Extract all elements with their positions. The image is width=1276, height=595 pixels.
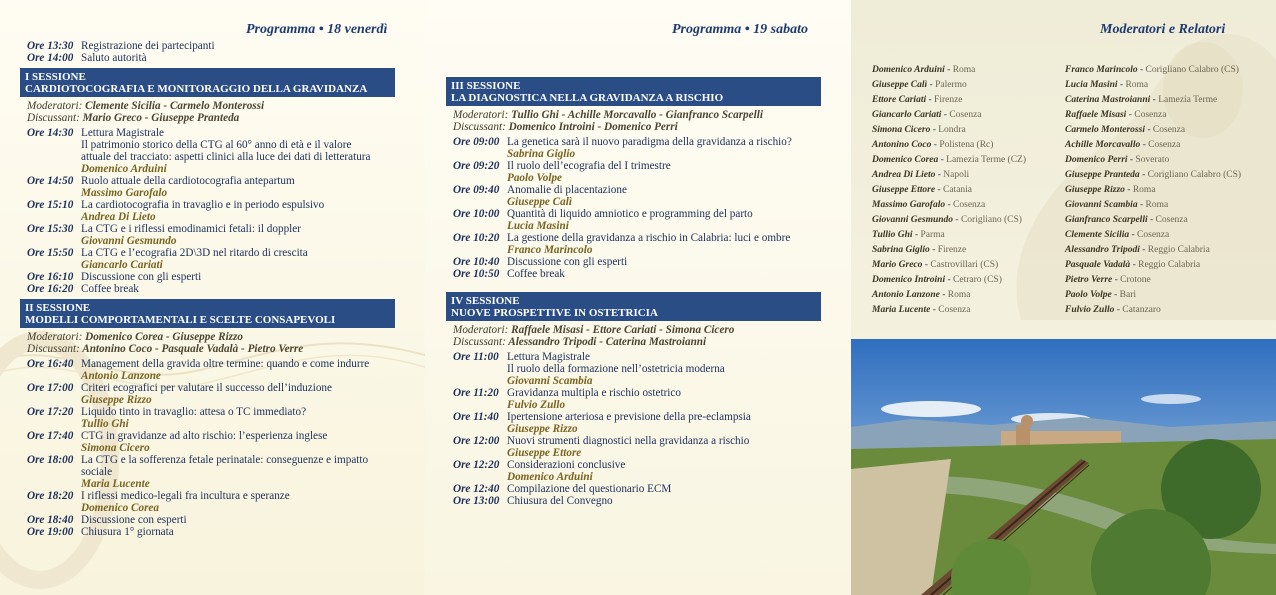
speaker-city: Cetraro (CS) <box>953 275 1002 285</box>
speaker-name: Giuseppe Ettore <box>872 185 936 195</box>
item-time: Ore 11:20 <box>453 387 499 399</box>
item-time: Ore 18:40 <box>27 514 74 526</box>
item-speaker: Antonio Lanzone <box>81 370 161 382</box>
item-time: Ore 09:20 <box>453 160 500 172</box>
item-speaker: Tullio Ghi <box>81 418 129 430</box>
speaker-city: Catanzaro <box>1122 305 1161 315</box>
schedule-item <box>453 351 843 375</box>
speaker-name: Raffaele Misasi <box>1065 110 1127 120</box>
moderators-names: Domenico Corea - Giuseppe Rizzo <box>85 331 243 343</box>
moderators-names: Raffaele Misasi - Ettore Cariati - Simona Cicero <box>511 324 735 336</box>
speaker-city: Roma <box>1145 200 1169 210</box>
moderators-label: Moderatori: <box>453 109 509 121</box>
speaker-name: Ettore Cariati <box>872 95 927 105</box>
speaker-name: Simona Cicero <box>872 125 931 135</box>
moderators-label: Moderatori: <box>27 100 83 112</box>
item-title: Chiusura del Convegno <box>507 495 613 507</box>
speaker-name: Sabrina Giglio <box>872 245 930 255</box>
item-time: Ore 10:40 <box>453 256 500 268</box>
item-title: CTG in gravidanze ad alto rischio: l’esperienza inglese <box>81 430 328 442</box>
item-title: Considerazioni conclusive <box>507 459 626 471</box>
item-time: Ore 17:40 <box>27 430 74 442</box>
speaker-entry: Tullio Ghi - Parma <box>872 230 945 240</box>
item-title: I riflessi medico-legali fra incultura e speranze <box>81 490 290 502</box>
item-title: Anomalie di placentazione <box>507 184 627 196</box>
speaker-city: Londra <box>938 125 966 135</box>
speaker-name: Carmelo Monterossi <box>1065 125 1145 135</box>
moderators-label: Moderatori: <box>27 331 83 343</box>
item-title: Coffee break <box>81 283 139 295</box>
session-moderators <box>27 100 417 112</box>
item-title: Ipertensione arteriosa e previsione della pre-eclampsia <box>507 411 751 423</box>
item-title: Discussione con esperti <box>81 514 187 526</box>
session-moderators <box>453 109 843 121</box>
speaker-entry: Antonino Coco - Polistena (Rc) <box>872 140 994 150</box>
schedule-item <box>27 526 417 538</box>
item-time: Ore 13:00 <box>453 495 500 507</box>
schedule-item <box>453 268 843 280</box>
speaker-name: Giovanni Gesmundo <box>872 215 954 225</box>
speaker-name: Achille Morcavallo <box>1065 140 1141 150</box>
item-time: Ore 10:00 <box>453 208 500 220</box>
item-time: Ore 09:40 <box>453 184 500 196</box>
item-time: Ore 18:20 <box>27 490 74 502</box>
session-header: II SESSIONE MODELLI COMPORTAMENTALI E SCELTE CONSAPEVOLI <box>20 299 395 328</box>
item-time: Ore 19:00 <box>27 526 74 538</box>
item-time: Ore 17:00 <box>27 382 74 394</box>
speaker-entry: Gianfranco Scarpelli - Cosenza <box>1065 215 1188 225</box>
speaker-entry: Carmelo Monterossi - Cosenza <box>1065 125 1186 135</box>
speaker-city: Crotone <box>1120 275 1151 285</box>
speaker-city: Cosenza <box>1148 140 1181 150</box>
schedule-item <box>27 52 417 64</box>
item-speaker: Giancarlo Cariati <box>81 259 163 271</box>
item-time: Ore 10:20 <box>453 232 500 244</box>
item-title: La CTG e la sofferenza fetale perinatale: conseguenze e impatto sociale <box>81 454 369 478</box>
speaker-city: Reggio Calabria <box>1147 245 1210 255</box>
schedule-item <box>27 223 417 235</box>
speaker-entry: Achille Morcavallo - Cosenza <box>1065 140 1181 150</box>
speaker-entry: Sabrina Giglio - Firenze <box>872 245 967 255</box>
speaker-entry: Giovanni Scambia - Roma <box>1065 200 1169 210</box>
item-speaker: Giuseppe Calì <box>507 196 572 208</box>
moderators-names: Tullio Ghi - Achille Morcavallo - Gianfranco Scarpelli <box>511 109 763 121</box>
item-title: Saluto autorità <box>81 52 147 64</box>
schedule-item <box>453 435 843 447</box>
speaker-entry: Giuseppe Rizzo - Roma <box>1065 185 1156 195</box>
item-time: Ore 13:30 <box>27 40 74 52</box>
item-title: Quantità di liquido amniotico e programming del parto <box>507 208 753 220</box>
item-speaker: Maria Lucente <box>81 478 150 490</box>
speaker-city: Cosenza <box>1155 215 1188 225</box>
moderators-label: Moderatori: <box>453 324 509 336</box>
schedule-item <box>453 459 843 471</box>
speaker-city: Roma <box>947 290 971 300</box>
schedule-item <box>27 127 417 163</box>
speaker-name: Clemente Sicilia <box>1065 230 1130 240</box>
speaker-city: Corigliano Calabro (CS) <box>1145 65 1239 75</box>
speaker-name: Antonio Lanzone <box>872 290 940 300</box>
item-title: Coffee break <box>507 268 565 280</box>
discussant-label: Discussant: <box>27 343 80 355</box>
item-title: Discussione con gli esperti <box>81 271 202 283</box>
schedule-item <box>27 199 417 211</box>
item-speaker: Giovanni Scambia <box>507 375 593 387</box>
item-speaker: Giuseppe Ettore <box>507 447 582 459</box>
discussant-label: Discussant: <box>453 121 506 133</box>
item-time: Ore 11:00 <box>453 351 499 363</box>
speaker-city: Palermo <box>935 80 967 90</box>
moderators-names: Clemente Sicilia - Carmelo Monterossi <box>85 100 265 112</box>
speaker-name: Giancarlo Cariati <box>872 110 942 120</box>
item-title: La CTG e l’ecografia 2D\3D nel ritardo di crescita <box>81 247 308 259</box>
speaker-city: Cosenza <box>1152 125 1186 135</box>
item-time: Ore 14:30 <box>27 127 74 139</box>
speaker-entry: Pietro Verre - Crotone <box>1065 275 1151 285</box>
item-title: Nuovi strumenti diagnostici nella gravidanza a rischio <box>507 435 750 447</box>
speaker-entry: Giovanni Gesmundo - Corigliano (CS) <box>872 215 1022 225</box>
speaker-city: Cosenza <box>953 200 986 210</box>
session-header: IV SESSIONE NUOVE PROSPETTIVE IN OSTETRICIA <box>446 292 821 321</box>
speaker-name: Giuseppe Pranteda <box>1065 170 1140 180</box>
session-discussants <box>453 336 843 348</box>
item-time: Ore 12:20 <box>453 459 500 471</box>
speaker-name: Giuseppe Rizzo <box>1065 185 1125 195</box>
speaker-entry: Domenico Corea - Lamezia Terme (CZ) <box>872 155 1027 165</box>
item-time: Ore 12:40 <box>453 483 500 495</box>
speaker-city: Cosenza <box>1137 230 1170 240</box>
speaker-entry: Maria Lucente - Cosenza <box>872 305 971 315</box>
session-moderators <box>453 324 843 336</box>
discussant-names: Antonino Coco - Pasquale Vadalà - Pietro Verre <box>82 343 304 355</box>
speaker-city: Catania <box>943 185 973 195</box>
item-time: Ore 10:50 <box>453 268 500 280</box>
discussant-names: Alessandro Tripodi - Caterina Mastroianni <box>508 336 707 348</box>
item-time: Ore 17:20 <box>27 406 74 418</box>
speaker-entry: Ettore Cariati - Firenze <box>872 95 963 105</box>
session-discussants <box>27 343 417 355</box>
schedule-item <box>453 208 843 220</box>
item-time: Ore 15:10 <box>27 199 74 211</box>
session-iv-block <box>453 292 843 507</box>
item-time: Ore 12:00 <box>453 435 500 447</box>
speaker-name: Caterina Mastroianni <box>1065 95 1151 105</box>
item-title: Il ruolo dell’ecografia del I trimestre <box>507 160 671 172</box>
speakers-left-column <box>872 63 1026 318</box>
saturday-schedule <box>453 73 843 507</box>
speaker-entry: Giancarlo Cariati - Cosenza <box>872 110 982 120</box>
speaker-name: Maria Lucente <box>872 305 931 315</box>
bridge-landscape-image <box>851 339 1276 595</box>
speakers-title: Moderatori e Relatori <box>1100 22 1226 37</box>
speaker-name: Gianfranco Scarpelli <box>1065 215 1148 225</box>
speaker-name: Pietro Verre <box>1065 275 1113 285</box>
speaker-name: Mario Greco <box>872 260 923 270</box>
speaker-name: Giovanni Scambia <box>1065 200 1138 210</box>
schedule-item <box>27 514 417 526</box>
item-title: Ruolo attuale della cardiotocografia antepartum <box>81 175 295 187</box>
session-discussants <box>453 121 843 133</box>
schedule-item <box>453 232 843 244</box>
item-speaker: Andrea Di Lieto <box>81 211 156 223</box>
item-title: Lettura Magistrale Il patrimonio storico della CTG al 60° anno di età e il valore attuale del tracciato: aspetti clinici alla luce dei dati di letteratura <box>81 127 371 163</box>
speaker-entry: Mario Greco - Castrovillari (CS) <box>872 260 999 270</box>
item-time: Ore 15:50 <box>27 247 74 259</box>
speaker-entry: Alessandro Tripodi - Reggio Calabria <box>1065 245 1210 255</box>
schedule-item <box>27 430 417 442</box>
speaker-city: Reggio Calabria <box>1138 260 1201 270</box>
schedule-item <box>453 256 843 268</box>
speaker-entry: Domenico Introini - Cetraro (CS) <box>872 275 1002 285</box>
friday-title: Programma • 18 venerdì <box>246 22 388 37</box>
speaker-name: Andrea Di Lieto <box>872 170 936 180</box>
item-title: Registrazione dei partecipanti <box>81 40 215 52</box>
session-header: I SESSIONE CARDIOTOCOGRAFIA E MONITORAGGIO DELLA GRAVIDANZA <box>20 68 395 97</box>
speaker-city: Lamezia Terme (CZ) <box>946 155 1027 165</box>
item-title: Management della gravida oltre termine: quando e come indurre <box>81 358 370 370</box>
discussant-names: Mario Greco - Giuseppe Pranteda <box>82 112 240 124</box>
item-speaker: Domenico Arduini <box>81 163 167 175</box>
speaker-city: Roma <box>1125 80 1149 90</box>
speaker-city: Lamezia Terme <box>1158 95 1218 105</box>
speaker-city: Cosenza <box>1134 110 1167 120</box>
speaker-city: Cosenza <box>938 305 971 315</box>
speaker-entry: Domenico Arduini - Roma <box>872 65 976 75</box>
speaker-city: Firenze <box>937 245 967 255</box>
speaker-city: Corigliano Calabro (CS) <box>1147 170 1242 180</box>
item-title: Criteri ecografici per valutare il successo dell’induzione <box>81 382 332 394</box>
speaker-name: Domenico Arduini <box>872 65 945 75</box>
item-speaker: Domenico Arduini <box>507 471 593 483</box>
speaker-entry: Antonio Lanzone - Roma <box>872 290 971 300</box>
speaker-name: Antonino Coco <box>872 140 932 150</box>
session-discussants <box>27 112 417 124</box>
item-title: La genetica sarà il nuovo paradigma della gravidanza a rischio? <box>507 136 792 148</box>
item-speaker: Fulvio Zullo <box>507 399 566 411</box>
item-time: Ore 14:50 <box>27 175 74 187</box>
speaker-entry: Giuseppe Ettore - Catania <box>872 185 973 195</box>
speaker-entry: Raffaele Misasi - Cosenza <box>1065 110 1167 120</box>
session-header: III SESSIONE LA DIAGNOSTICA NELLA GRAVIDANZA A RISCHIO <box>446 77 821 106</box>
schedule-item <box>27 283 417 295</box>
item-speaker: Domenico Corea <box>81 502 159 514</box>
item-time: Ore 09:00 <box>453 136 500 148</box>
item-speaker: Massimo Garofalo <box>81 187 168 199</box>
speaker-entry: Caterina Mastroianni - Lamezia Terme <box>1065 95 1218 105</box>
item-title: Compilazione del questionario ECM <box>507 483 672 495</box>
speaker-name: Massimo Garofalo <box>872 200 946 210</box>
session-moderators <box>27 331 417 343</box>
schedule-item <box>453 387 843 399</box>
item-title: Discussione con gli esperti <box>507 256 628 268</box>
speaker-entry: Franco Marincolo - Corigliano Calabro (CS) <box>1065 65 1239 75</box>
speaker-entry: Lucia Masini - Roma <box>1065 80 1149 90</box>
item-time: Ore 16:20 <box>27 283 74 295</box>
speaker-entry: Paolo Volpe - Bari <box>1065 290 1136 300</box>
schedule-item <box>27 271 417 283</box>
item-time: Ore 18:00 <box>27 454 74 466</box>
schedule-item <box>453 160 843 172</box>
schedule-item <box>27 382 417 394</box>
discussant-label: Discussant: <box>453 336 506 348</box>
item-speaker: Sabrina Giglio <box>507 148 576 160</box>
friday-schedule <box>27 40 417 538</box>
speaker-name: Paolo Volpe <box>1065 290 1112 300</box>
speaker-entry: Andrea Di Lieto - Napoli <box>872 170 970 180</box>
item-time: Ore 14:00 <box>27 52 74 64</box>
speaker-entry: Pasquale Vadalà - Reggio Calabria <box>1065 260 1201 270</box>
item-title: La CTG e i riflessi emodinamici fetali: il doppler <box>81 223 301 235</box>
item-time: Ore 16:10 <box>27 271 74 283</box>
speaker-name: Tullio Ghi <box>872 230 913 240</box>
schedule-item <box>27 40 417 52</box>
item-title: Gravidanza multipla e rischio ostetrico <box>507 387 681 399</box>
speaker-entry: Fulvio Zullo - Catanzaro <box>1065 305 1161 315</box>
item-title: Chiusura 1° giornata <box>81 526 174 538</box>
friday-panel <box>0 0 425 595</box>
speaker-city: Roma <box>1132 185 1156 195</box>
speaker-entry: Simona Cicero - Londra <box>872 125 966 135</box>
schedule-item <box>453 483 843 495</box>
schedule-item <box>27 247 417 259</box>
speaker-entry: Massimo Garofalo - Cosenza <box>872 200 986 210</box>
speaker-entry: Giuseppe Calì - Palermo <box>872 80 967 90</box>
speaker-name: Domenico Perri <box>1065 155 1128 165</box>
schedule-item <box>453 184 843 196</box>
item-speaker: Giuseppe Rizzo <box>81 394 152 406</box>
item-speaker: Giovanni Gesmundo <box>81 235 177 247</box>
item-speaker: Paolo Volpe <box>507 172 563 184</box>
speaker-city: Corigliano (CS) <box>960 215 1022 225</box>
item-time: Ore 15:30 <box>27 223 74 235</box>
city-photo <box>851 339 1276 595</box>
speaker-city: Roma <box>952 65 976 75</box>
speaker-city: Cosenza <box>949 110 982 120</box>
item-time: Ore 16:40 <box>27 358 74 370</box>
speaker-entry: Domenico Perri - Soverato <box>1065 155 1170 165</box>
discussant-label: Discussant: <box>27 112 80 124</box>
item-speaker: Franco Marincolo <box>507 244 593 256</box>
item-speaker: Giuseppe Rizzo <box>507 423 578 435</box>
speaker-name: Domenico Introini <box>872 275 946 285</box>
schedule-item <box>453 495 843 507</box>
speaker-name: Franco Marincolo <box>1065 65 1138 75</box>
speaker-name: Fulvio Zullo <box>1065 305 1115 315</box>
item-title: La gestione della gravidanza a rischio in Calabria: luci e ombre <box>507 232 791 244</box>
item-speaker: Simona Cicero <box>81 442 150 454</box>
speaker-name: Giuseppe Calì <box>872 80 928 90</box>
saturday-panel <box>425 0 851 595</box>
speaker-city: Polistena (Rc) <box>939 140 994 150</box>
discussant-names: Domenico Introini - Domenico Perri <box>508 121 678 133</box>
speaker-city: Bari <box>1119 290 1136 300</box>
schedule-item <box>27 358 417 370</box>
item-title: La cardiotocografia in travaglio e in periodo espulsivo <box>81 199 325 211</box>
schedule-item <box>453 411 843 423</box>
speakers-panel <box>851 0 1276 595</box>
schedule-item <box>27 490 417 502</box>
saturday-title: Programma • 19 sabato <box>672 22 808 37</box>
speaker-city: Parma <box>920 230 945 240</box>
speaker-city: Napoli <box>943 170 970 180</box>
speakers-right-column <box>1065 63 1241 318</box>
schedule-item <box>27 454 417 478</box>
item-time: Ore 11:40 <box>453 411 499 423</box>
speaker-city: Soverato <box>1135 155 1170 165</box>
speaker-name: Domenico Corea <box>872 155 939 165</box>
speaker-city: Castrovillari (CS) <box>930 260 999 270</box>
speaker-name: Lucia Masini <box>1065 80 1118 90</box>
speaker-name: Alessandro Tripodi <box>1065 245 1140 255</box>
speaker-city: Firenze <box>934 95 963 105</box>
speaker-entry: Clemente Sicilia - Cosenza <box>1065 230 1170 240</box>
speaker-name: Pasquale Vadalà <box>1065 260 1131 270</box>
item-title: Lettura Magistrale Il ruolo della formazione nell’ostetricia moderna <box>507 351 725 375</box>
schedule-item <box>27 406 417 418</box>
schedule-item <box>453 136 843 148</box>
schedule-item <box>27 175 417 187</box>
speaker-entry: Giuseppe Pranteda - Corigliano Calabro (CS) <box>1065 170 1242 180</box>
item-speaker: Lucia Masini <box>507 220 569 232</box>
item-title: Liquido tinto in travaglio: attesa o TC immediato? <box>81 406 307 418</box>
